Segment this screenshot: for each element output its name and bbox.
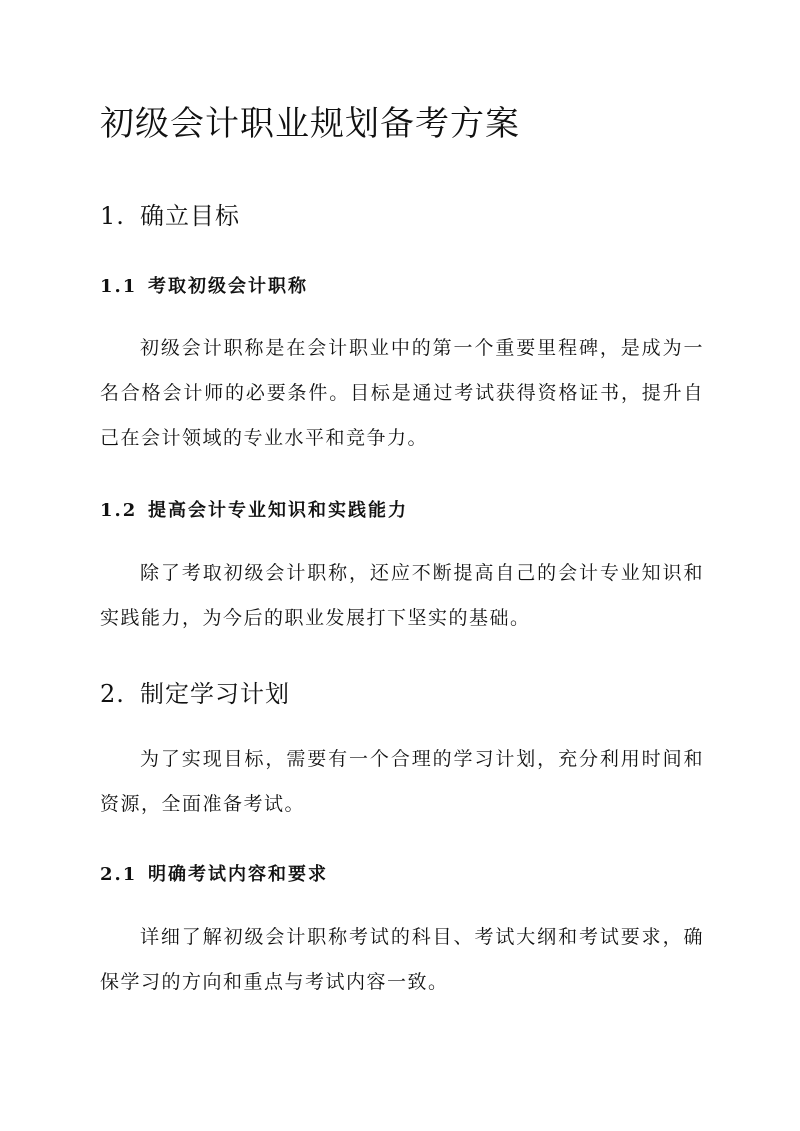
section-1-heading [100,196,240,231]
subsection-1-1-paragraph: 初级会计职称是在会计职业中的第一个重要里程碑，是成为一名合格会计师的必要条件。目标是通过考试获得资格证书，提升自己在会计领域的专业水平和竞争力。 [100,337,704,449]
subsection-1-2-paragraph: 除了考取初级会计职称，还应不断提高自己的会计专业知识和实践能力，为今后的职业发展打下坚实的基础。 [100,562,704,629]
document-title: 初级会计职业规划备考方案 [100,104,520,144]
section-1-number: 1. [100,202,125,230]
subsection-2-1-paragraph: 详细了解初级会计职称考试的科目、考试大纲和考试要求，确保学习的方向和重点与考试内容一致。 [100,926,704,993]
subsection-1-1-title: 考取初级会计职称 [148,276,308,297]
section-1-title: 确立目标 [140,202,240,230]
subsection-1-1-heading [100,272,308,298]
section-2-intro-paragraph: 为了实现目标，需要有一个合理的学习计划，充分利用时间和资源，全面准备考试。 [100,748,704,815]
subsection-2-1-number: 2.1 [100,864,138,885]
subsection-1-2-heading [100,496,408,522]
subsection-1-2-title: 提高会计专业知识和实践能力 [148,500,408,521]
subsection-1-2-number: 1.2 [100,500,138,521]
subsection-2-1-heading [100,860,328,886]
section-2-number: 2. [100,680,125,708]
subsection-2-1-title: 明确考试内容和要求 [148,864,328,885]
section-2-heading [100,674,290,709]
subsection-1-1-number: 1.1 [100,276,138,297]
section-2-title: 制定学习计划 [140,680,290,708]
